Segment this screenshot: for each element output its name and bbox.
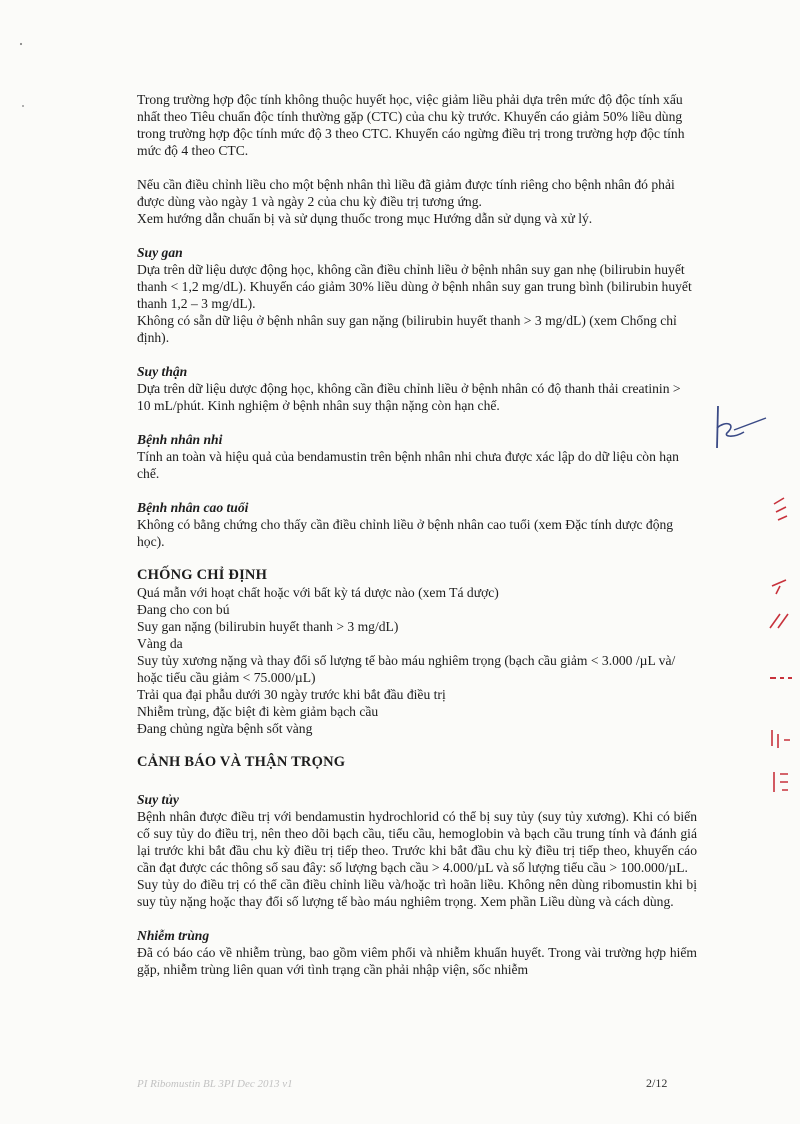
subheading-pediatric: Bệnh nhân nhi <box>137 432 223 447</box>
contraindication-item: Trải qua đại phẫu dưới 30 ngày trước khi bắt đầu điều trị <box>137 687 446 702</box>
section-heading-contraindications: CHỐNG CHỈ ĐỊNH <box>137 567 268 583</box>
infection-section <box>137 927 697 978</box>
paragraph: Tính an toàn và hiệu quả của bendamustin trên bệnh nhân nhi chưa được xác lập do dữ liệu còn hạn chế. <box>137 449 679 481</box>
paragraph: Dựa trên dữ liệu dược động học, không cần điều chỉnh liều ở bệnh nhân suy gan nhẹ (bilirubin huyết thanh < 1,2 mg/dL). Khuyến cáo giảm 30% liều dùng ở bệnh nhân suy gan trung bình (bilirubin huyết thanh 1,2 – 3 mg/dL). <box>137 262 692 311</box>
page-content <box>137 91 697 995</box>
contraindication-item: Suy tủy xương nặng và thay đổi số lượng tế bào máu nghiêm trọng (bạch cầu giảm < 3.000 /µL và/ hoặc tiểu cầu giảm < 75.000/µL) <box>137 653 676 685</box>
paragraph: Bệnh nhân được điều trị với bendamustin hydrochlorid có thể bị suy tủy (suy tủy xương). Khi có biến cố suy tủy do điều trị, nên theo dõi bạch cầu, tiểu cầu, hemoglobin và bạch cầu trung tính và đánh giá lại trước khi bắt đầu chu kỳ điều trị tiếp theo. Trước khi bắt đầu chu kỳ điều trị tiếp theo, khuyến cáo cần đạt được các thông số sau đây: số lượng bạch cầu > 4.000/µL và số lượng tiểu cầu > 100.000/µL. <box>137 809 697 875</box>
scan-dot-marks <box>14 40 34 110</box>
kidney-section <box>137 363 697 414</box>
contraindication-item: Suy gan nặng (bilirubin huyết thanh > 3 mg/dL) <box>137 619 399 634</box>
contraindications-section <box>137 567 697 737</box>
paragraph: Dựa trên dữ liệu dược động học, không cần điều chỉnh liều ở bệnh nhân có độ thanh thải creatinin > 10 mL/phút. Kinh nghiệm ở bệnh nhân suy thận nặng còn hạn chế. <box>137 381 681 413</box>
paragraph: Nếu cần điều chỉnh liều cho một bệnh nhân thì liều đã giảm được tính riêng cho bệnh nhân đó phải được dùng vào ngày 1 và ngày 2 của chu kỳ điều trị tương ứng. <box>137 177 675 209</box>
subheading-kidney: Suy thận <box>137 364 188 379</box>
footer-page-number: 2/12 <box>646 1076 668 1090</box>
footer-document-reference: PI Ribomustin BL 3PI Dec 2013 v1 <box>137 1078 293 1090</box>
subheading-infection: Nhiễm trùng <box>137 928 210 943</box>
paragraph: Trong trường hợp độc tính không thuộc huyết học, việc giảm liều phải dựa trên mức độ độc tính xấu nhất theo Tiêu chuẩn độc tính thường gặp (CTC) của chu kỳ trước. Khuyến cáo giảm 50% liều dùng trong trường hợp độc tính mức độ 3 theo CTC. Khuyến cáo ngừng điều trị trong trường hợp độc tính mức độ 4 theo CTC. <box>137 92 685 158</box>
contraindication-item: Đang chủng ngừa bệnh sốt vàng <box>137 721 313 736</box>
paragraph: Xem hướng dẫn chuẩn bị và sử dụng thuốc trong mục Hướng dẫn sử dụng và xử lý. <box>137 211 593 226</box>
bone-marrow-section <box>137 791 697 910</box>
section-heading-warnings: CẢNH BÁO VÀ THẬN TRỌNG <box>137 754 346 770</box>
paragraph: Suy tủy do điều trị có thể cần điều chỉnh liều và/hoặc trì hoãn liều. Không nên dùng ribomustin khi bị suy tủy nặng hoặc thay đổi số lượng tế bào máu nghiêm trọng. Xem phần Liều dùng và cách dùng. <box>137 877 697 909</box>
dose-reduction-section <box>137 91 697 159</box>
liver-section <box>137 244 697 346</box>
contraindication-item: Vàng da <box>137 636 183 651</box>
pediatric-section <box>137 431 697 482</box>
contraindication-item: Quá mẫn với hoạt chất hoặc với bất kỳ tá dược nào (xem Tá dược) <box>137 585 499 600</box>
paragraph: Không có bằng chứng cho thấy cần điều chỉnh liều ở bệnh nhân cao tuổi (xem Đặc tính dược động học). <box>137 517 674 549</box>
handwritten-initials-mark <box>700 402 780 452</box>
warnings-heading-block <box>137 754 697 771</box>
red-stamp-edge <box>752 490 798 810</box>
subheading-bone-marrow: Suy tủy <box>137 792 179 807</box>
paragraph: Không có sẵn dữ liệu ở bệnh nhân suy gan nặng (bilirubin huyết thanh > 3 mg/dL) (xem Chống chỉ định). <box>137 313 677 345</box>
dose-adjustment-section <box>137 176 697 227</box>
subheading-elderly: Bệnh nhân cao tuổi <box>137 500 249 515</box>
contraindication-item: Nhiễm trùng, đặc biệt đi kèm giảm bạch cầu <box>137 704 379 719</box>
contraindication-item: Đang cho con bú <box>137 602 230 617</box>
subheading-liver: Suy gan <box>137 245 183 260</box>
elderly-section <box>137 499 697 550</box>
paragraph: Đã có báo cáo về nhiễm trùng, bao gồm viêm phổi và nhiễm khuẩn huyết. Trong vài trường hợp hiếm gặp, nhiễm trùng liên quan với tình trạng cần phải nhập viện, sốc nhiễm <box>137 945 697 977</box>
